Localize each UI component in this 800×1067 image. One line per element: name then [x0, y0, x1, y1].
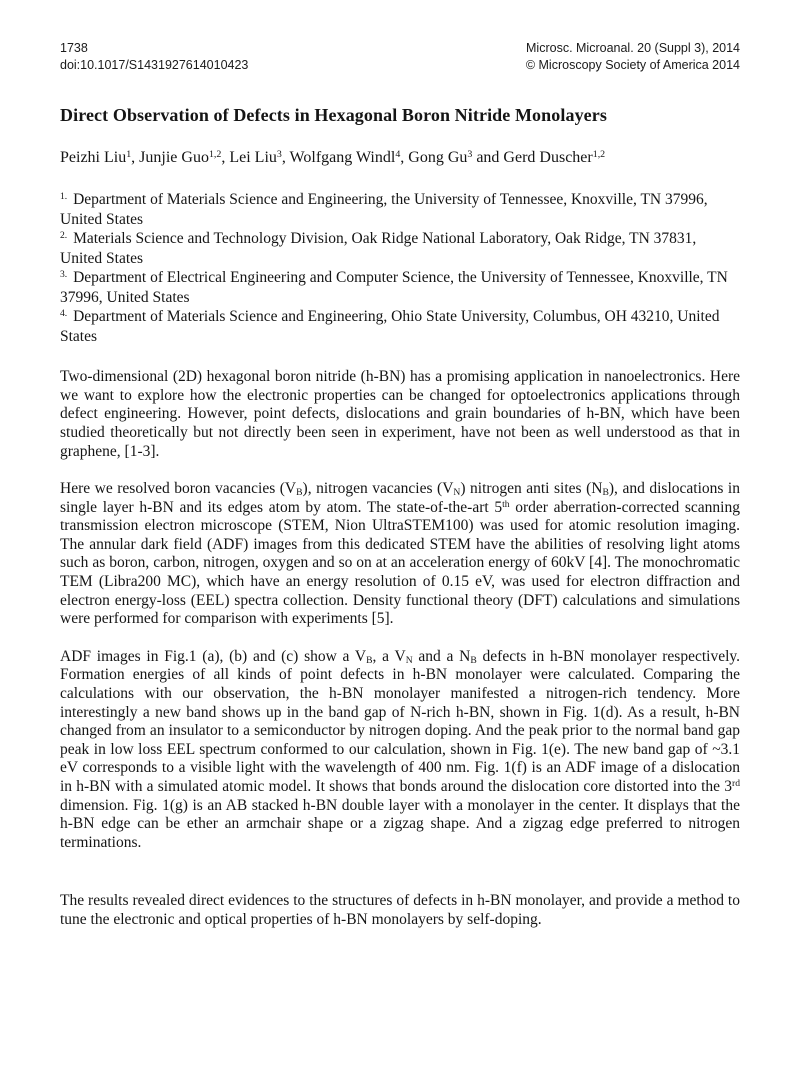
running-header: [60, 40, 740, 74]
article-title: Direct Observation of Defects in Hexagonal Boron Nitride Monolayers: [60, 105, 607, 125]
affiliation-4-text: Department of Materials Science and Engineering, Ohio State University, Columbus, OH 43210, United States: [60, 308, 720, 345]
abstract-paragraph-1: Two-dimensional (2D) hexagonal boron nitride (h-BN) has a promising application in nanoelectronics. Here we want to explore how the electronic properties can be changed for optoelectronics applications through defect engineering. However, point defects, dislocations and grain boundaries of h-BN, which have been studied theoretically but not directly been seen in experiment, have not been as well understood as that in graphene, [1-3].: [60, 368, 740, 460]
affiliation-3: [60, 268, 740, 307]
header-left-block: [60, 40, 248, 74]
affiliation-1-text: Department of Materials Science and Engineering, the University of Tennessee, Knoxville, TN 37996, United States: [60, 191, 708, 228]
author-line: Peizhi Liu$^1$, Junjie Guo$^{1,2}$, Lei Liu$^3$, Wolfgang Windl$^4$, Gong Gu$^3$ and Gerd Duscher$^{1,2}$: [60, 148, 606, 166]
affiliation-2: [60, 229, 740, 268]
header-right-block: [526, 40, 740, 74]
abstract-paragraph-4: The results revealed direct evidences to the structures of defects in h-BN monolayer, and provide a method to tune the electronic and optical properties of h-BN monolayers by self-doping.: [60, 892, 740, 928]
journal-citation: Microsc. Microanal. 20 (Suppl 3), 2014: [526, 41, 740, 55]
page-number: 1738: [60, 41, 88, 55]
affiliation-1: [60, 190, 740, 229]
affiliations-block: [60, 190, 740, 346]
affiliation-3-text: Department of Electrical Engineering and Computer Science, the University of Tennessee, Knoxville, TN 37996, United States: [60, 269, 728, 306]
copyright-line: © Microscopy Society of America 2014: [525, 58, 740, 72]
affiliation-3-marker: 3.: [60, 269, 68, 281]
doi-text: doi:10.1017/S1431927614010423: [60, 58, 249, 72]
affiliation-4: [60, 307, 740, 346]
affiliation-1-marker: 1.: [60, 191, 68, 203]
affiliation-2-marker: 2.: [60, 230, 68, 242]
abstract-paragraph-2: Here we resolved boron vacancies $(V_B)$, nitrogen vacancies $(V_N)$ nitrogen anti sites $(N_B)$, and dislocations in single layer h-BN and its edges atom by atom. The state-of-the-art 5th order aberration-corrected scanning transmission electron microscope (STEM, Nion UltraSTEM100) was used for atomic resolution imaging. The annular dark field (ADF) images from this dedicated STEM have the abilities of resolving light atoms such as boron, carbon, nitrogen, oxygen and so on at an acceleration energy of 60kV [4]. The monochromatic TEM (Libra200 MC), which have an energy resolution of 0.15 eV, was used for electron diffraction and electron energy-loss (EEL) spectra collection. Density functional theory (DFT) calculations and simulations were performed for comparison with experiments [5].: [60, 480, 740, 628]
affiliation-4-marker: 4.: [60, 308, 68, 320]
abstract-paragraph-3: ADF images in Fig.1 (a), (b) and (c) show a $V_B$, a $V_N$ and a $N_B$ defects in h-BN monolayer respectively. Formation energies of all kinds of point defects in h-BN monolayer were calculated. Comparing the calculations with our observation, the h-BN monolayer manifested a nitrogen-rich tendency. More interestingly a new band shows up in the band gap of N-rich h-BN, shown in Fig. 1(d). As a result, h-BN changed from an insulator to a semiconductor by nitrogen doping. And the peak prior to the normal band gap peak in low loss EEL spectrum conformed to our calculation, shown in Fig. 1(e). The new band gap of ~3.1 eV corresponds to a visible light with the wavelength of 400 nm. Fig. 1(f) is an ADF image of a dislocation in h-BN with a simulated atomic model. It shows that bonds around the dislocation core distorted into the 3rd dimension. Fig. 1(g) is an AB stacked h-BN double layer with a monolayer in the center. It displays that the h-BN edge can be ether an armchair shape or a zigzag shape. And a zigzag edge preferred to nitrogen terminations.: [60, 647, 740, 851]
affiliation-2-text: Materials Science and Technology Division, Oak Ridge National Laboratory, Oak Ridge, TN 37831, United States: [60, 230, 697, 267]
